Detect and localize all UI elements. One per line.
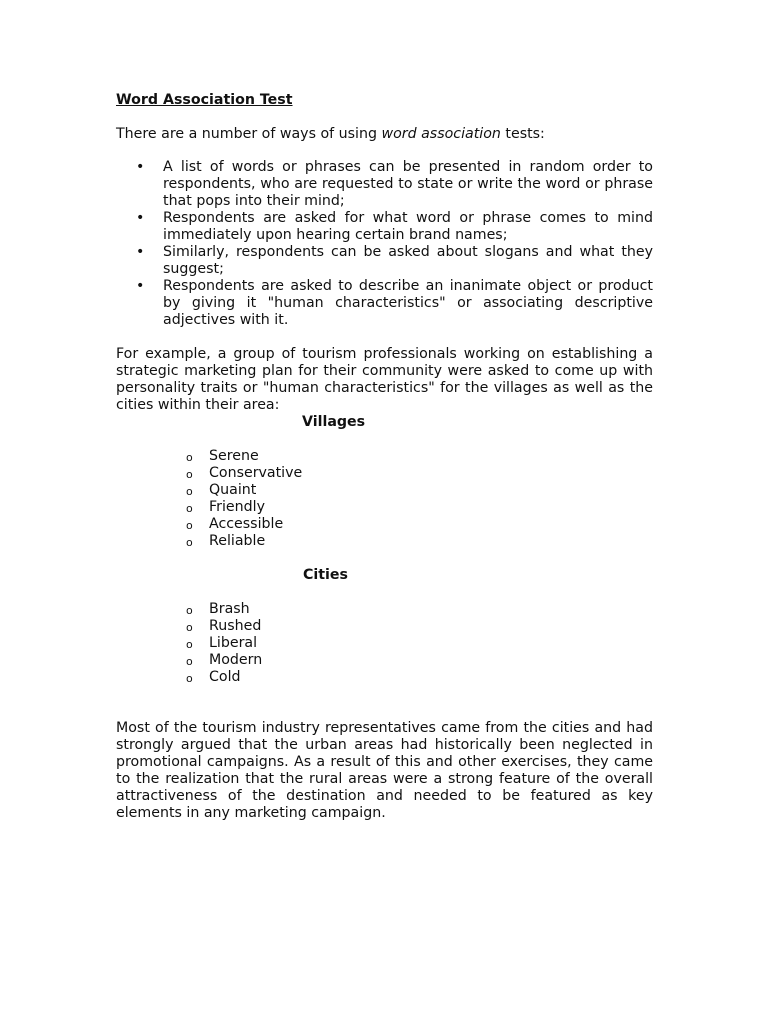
circle-bullet-icon: o: [186, 638, 193, 651]
circle-bullet-icon: o: [186, 519, 193, 532]
list-item: [116, 669, 653, 686]
list-item-text: Reliable: [209, 533, 266, 549]
list-item-text: Quaint: [209, 482, 257, 498]
list-item: [116, 482, 653, 499]
bullet-icon: •: [136, 210, 145, 226]
circle-bullet-icon: o: [186, 672, 193, 685]
list-item-text: Friendly: [209, 499, 265, 515]
intro-paragraph: [116, 126, 653, 143]
list-item-text: Liberal: [209, 635, 258, 651]
circle-bullet-icon: o: [186, 621, 193, 634]
list-item: [116, 159, 653, 210]
list-item-text: Serene: [209, 448, 259, 464]
circle-bullet-icon: o: [186, 451, 193, 464]
closing-paragraph: Most of the tourism industry representatives came from the cities and had strongly argued that the urban areas had historically been neglected in promotional campaigns. As a result of this and other exercises, they came to the realization that the rural areas were a strong feature of the overall attractiveness of the destination and needed to be featured as key elements in any marketing campaign.: [116, 720, 653, 821]
document-page: [116, 92, 653, 822]
list-item: [116, 601, 653, 618]
list-item-text: Respondents are asked for what word or phrase comes to mind immediately upon hearing certain brand names;: [163, 210, 653, 243]
document-title: Word Association Test: [116, 92, 293, 108]
list-item-text: A list of words or phrases can be presented in random order to respondents, who are requested to state or write the word or phrase that pops into their mind;: [163, 159, 653, 209]
list-item: [116, 516, 653, 533]
bullet-icon: •: [136, 278, 145, 294]
list-item: [116, 278, 653, 329]
list-item-text: Rushed: [209, 618, 262, 634]
list-item-text: Modern: [209, 652, 263, 668]
list-item-text: Accessible: [209, 516, 284, 532]
circle-bullet-icon: o: [186, 468, 193, 481]
example-paragraph: For example, a group of tourism professionals working on establishing a strategic marketing plan for their community were asked to come up with personality traits or "human characteristics" for the villages as well as the cities within their area:: [116, 346, 653, 413]
list-item: [116, 448, 653, 465]
list-item: [116, 635, 653, 652]
circle-bullet-icon: o: [186, 502, 193, 515]
list-item: [116, 210, 653, 244]
cities-heading: Cities: [303, 567, 348, 583]
list-item-text: Cold: [209, 669, 241, 685]
intro-text-before: There are a number of ways of using: [116, 126, 382, 142]
list-item-text: Brash: [209, 601, 250, 617]
bullet-icon: •: [136, 159, 145, 175]
villages-heading: Villages: [302, 414, 366, 430]
list-item-text: Similarly, respondents can be asked about slogans and what they suggest;: [163, 244, 653, 277]
intro-text-after: tests:: [500, 126, 545, 142]
intro-emphasis: word association: [381, 126, 501, 142]
circle-bullet-icon: o: [186, 536, 193, 549]
circle-bullet-icon: o: [186, 655, 193, 668]
bullet-icon: •: [136, 244, 145, 260]
list-item: [116, 499, 653, 516]
cities-list: [116, 601, 653, 686]
villages-list: [116, 448, 653, 550]
list-item-text: Respondents are asked to describe an inanimate object or product by giving it "human characteristics" or associating descriptive adjectives with it.: [163, 278, 653, 328]
list-item: [116, 618, 653, 635]
circle-bullet-icon: o: [186, 485, 193, 498]
list-item: [116, 533, 653, 550]
list-item-text: Conservative: [209, 465, 303, 481]
circle-bullet-icon: o: [186, 604, 193, 617]
list-item: [116, 465, 653, 482]
methods-list: [116, 159, 653, 329]
list-item: [116, 652, 653, 669]
list-item: [116, 244, 653, 278]
